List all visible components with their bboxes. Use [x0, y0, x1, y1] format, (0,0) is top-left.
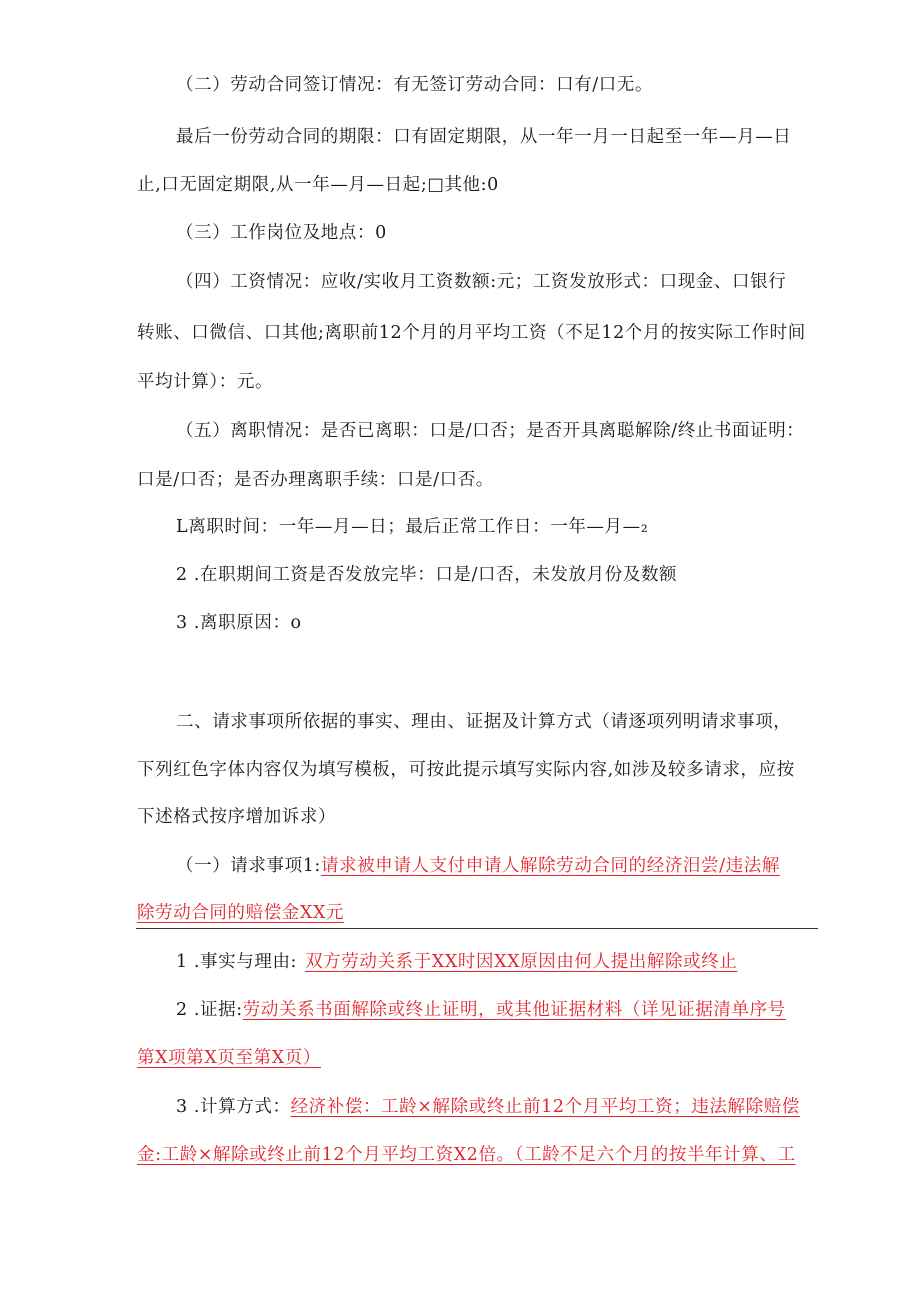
- wage-line-2: 转账、口微信、口其他;离职前12个月的月平均工资（不足12个月的按实际工作时间: [137, 323, 806, 343]
- calc-text: 经济补偿：工龄×解除或终止前12个月平均工资；违法解除赔偿: [290, 1097, 800, 1117]
- evidence-text: 劳动关系书面解除或终止证明，或其他证据材料（详见证据清单序号: [242, 1000, 786, 1020]
- contract-term-line-1: 最后一份劳动合同的期限：口有固定期限，从一年一月一日起至一年—月—日: [176, 127, 792, 147]
- claim-1-line-1: [176, 854, 780, 878]
- evidence-text-cont: 第X项第X页至第X页）: [137, 1048, 321, 1068]
- fact-text: 双方劳动关系于XX时因XX原因由何人提出解除或终止: [305, 952, 738, 972]
- section-2-title-line-1: 二、请求事项所依据的事实、理由、证据及计算方式（请逐项列明请求事项，: [176, 712, 792, 732]
- claim-1-text-cont: 除劳动合同的赔偿金XX元: [137, 903, 345, 923]
- contract-signing-line: （二）劳动合同签订情况：有无签订劳动合同：口有/口无。: [176, 75, 654, 95]
- leave-status-line-1: （五）离职情况：是否已离职：口是/口否；是否开具离聪解除/终止书面证明：: [176, 421, 805, 441]
- leave-status-line-2: 口是/口否；是否办理离职手续：口是/口否。: [137, 470, 494, 490]
- wage-line-1: （四）工资情况：应收/实收月工资数额:元；工资发放形式：口现金、口银行: [176, 272, 787, 292]
- section-2-title-line-2: 下列红色字体内容仅为填写模板，可按此提示填写实际内容,如涉及较多请求，应按: [137, 760, 795, 780]
- calc-line-2: [137, 1143, 796, 1167]
- evidence-line-2: [137, 1046, 321, 1070]
- leave-reason-item: 3 .离职原因：o: [176, 613, 302, 633]
- calc-label: 3 .计算方式：: [176, 1097, 291, 1117]
- wage-paid-item: 2 .在职期间工资是否发放完毕：口是/口否，未发放月份及数额: [176, 565, 678, 585]
- job-post-line: （三）工作岗位及地点：0: [176, 223, 387, 243]
- evidence-line-1: [176, 998, 786, 1022]
- evidence-label: 2 .证据:: [176, 1000, 243, 1020]
- horizontal-rule: [136, 928, 818, 929]
- leave-time-item: L离职时间：一年—月—日；最后正常工作日：一年—月—₂: [176, 517, 649, 537]
- contract-term-line-2: 止,口无固定期限,从一年—月—日起;□其他:0: [137, 175, 499, 195]
- calc-line-1: [176, 1095, 800, 1119]
- claim-1-line-2: [137, 901, 344, 925]
- fact-label: 1 .事实与理由:: [176, 952, 298, 972]
- claim-1-label: （一）请求事项1:: [176, 856, 321, 876]
- section-2-title-line-3: 下述格式按序增加诉求）: [137, 807, 337, 827]
- fact-line: [176, 950, 737, 974]
- claim-1-text: 请求被申请人支付申请人解除劳动合同的经济汨尝/违法解: [320, 856, 780, 876]
- wage-line-3: 平均计算）：元。: [137, 372, 274, 392]
- calc-text-cont: 金:工龄×解除或终止前12个月平均工资X2倍。（工龄不足六个月的按半年计算、工: [137, 1145, 796, 1165]
